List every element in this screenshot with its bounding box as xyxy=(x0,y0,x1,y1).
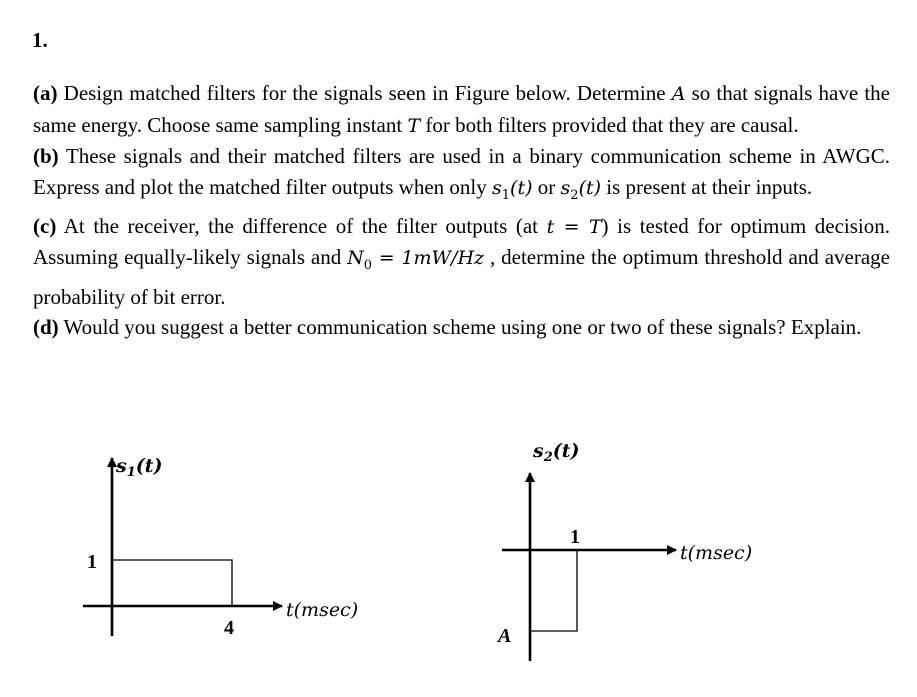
problem-number: 1. xyxy=(32,28,48,52)
part-b-text-3: is present at their inputs. xyxy=(601,174,813,199)
part-a-var-t: T xyxy=(407,114,421,137)
s1-title: $s_1(t)$ xyxy=(116,455,163,480)
s2-duration-label: 1 xyxy=(570,526,580,548)
part-c-t-equals-t: t = T xyxy=(546,215,602,238)
s1-waveform xyxy=(112,560,232,606)
s2-x-axis-label: t(msec) xyxy=(680,542,753,564)
s2-plot xyxy=(496,440,752,661)
s1-x-axis-label: t(msec) xyxy=(286,599,359,621)
s1-duration-label: 4 xyxy=(224,617,234,639)
s1-plot xyxy=(83,455,358,639)
part-a-text-1: Design matched filters for the signals seen in Figure below. Determine xyxy=(57,81,672,105)
part-c-noise-density: $N_0 = 1mW/Hz$ xyxy=(347,247,485,274)
part-c-text-2: ) is tested for optimum decision. Assuming equally-likely signals and xyxy=(33,213,890,270)
s2-waveform xyxy=(530,550,577,631)
part-d-text-1: Would you suggest a better communication scheme using one or two of these signals? Explain. xyxy=(58,315,862,340)
part-b-s1: $s_1(t)$ xyxy=(492,176,533,203)
part-a-label: (a) xyxy=(33,81,58,105)
part-b-label: (b) xyxy=(33,144,59,168)
part-a-text-2: so that signals have the same energy. Choose same sampling instant xyxy=(33,81,890,137)
s1-amplitude-label: 1 xyxy=(87,551,97,573)
s2-title: $s_2(t)$ xyxy=(533,440,580,465)
part-d-label: (d) xyxy=(33,315,59,340)
part-b-s2: $s_2(t)$ xyxy=(560,176,602,203)
part-b-text-2: or xyxy=(532,174,561,199)
part-a-var-a: A xyxy=(671,83,686,105)
part-c-text-1: At the receiver, the difference of the filter outputs (at xyxy=(56,213,547,238)
part-c-text-3: , determine the optimum threshold and average probability of bit error. xyxy=(33,245,890,309)
part-b-text-1: These signals and their matched filters are used in a binary communication scheme in AWGC. Express and plot the matched filter outputs when only xyxy=(33,144,890,199)
part-a-text-3: for both filters provided that they are causal. xyxy=(420,112,799,137)
part-c-label: (c) xyxy=(33,213,57,238)
s2-amplitude-label: A xyxy=(498,625,512,647)
